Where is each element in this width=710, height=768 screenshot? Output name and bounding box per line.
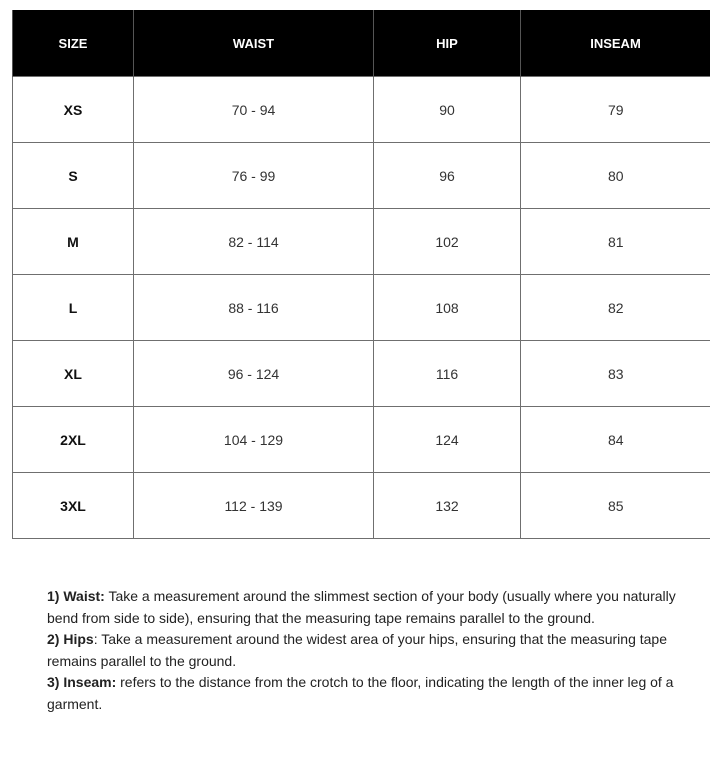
header-inseam: INSEAM (521, 10, 710, 77)
hip-cell: 90 (374, 77, 521, 143)
hip-cell: 96 (374, 143, 521, 209)
size-cell: 2XL (13, 407, 134, 473)
header-waist: WAIST (134, 10, 374, 77)
hip-cell: 102 (374, 209, 521, 275)
size-cell: L (13, 275, 134, 341)
header-size: SIZE (13, 10, 134, 77)
waist-cell: 76 - 99 (134, 143, 374, 209)
hip-cell: 132 (374, 473, 521, 539)
size-cell: M (13, 209, 134, 275)
hip-cell: 108 (374, 275, 521, 341)
note-label: 2) Hips (47, 631, 94, 647)
note-text: Take a measurement around the slimmest section of your body (usually where you naturally bend from side to side), ensuring that the measuring tape remains parallel to the ground. (47, 588, 676, 626)
inseam-cell: 81 (521, 209, 710, 275)
table-row (13, 341, 710, 407)
inseam-cell: 85 (521, 473, 710, 539)
table-row (13, 407, 710, 473)
size-cell: 3XL (13, 473, 134, 539)
note-waist (47, 586, 699, 629)
inseam-cell: 79 (521, 77, 710, 143)
inseam-cell: 83 (521, 341, 710, 407)
hip-cell: 116 (374, 341, 521, 407)
table-row (13, 275, 710, 341)
size-cell: S (13, 143, 134, 209)
header-hip: HIP (374, 10, 521, 77)
size-cell: XL (13, 341, 134, 407)
waist-cell: 112 - 139 (134, 473, 374, 539)
inseam-cell: 84 (521, 407, 710, 473)
note-label: 3) Inseam: (47, 674, 117, 690)
note-inseam (47, 672, 699, 715)
note-label: 1) Waist: (47, 588, 105, 604)
table-row (13, 77, 710, 143)
table-row (13, 209, 710, 275)
table-row (13, 473, 710, 539)
inseam-cell: 82 (521, 275, 710, 341)
waist-cell: 104 - 129 (134, 407, 374, 473)
waist-cell: 96 - 124 (134, 341, 374, 407)
waist-cell: 70 - 94 (134, 77, 374, 143)
table-header-row (13, 10, 710, 77)
waist-cell: 88 - 116 (134, 275, 374, 341)
table-row (13, 143, 710, 209)
size-cell: XS (13, 77, 134, 143)
hip-cell: 124 (374, 407, 521, 473)
size-chart-table (12, 10, 710, 539)
inseam-cell: 80 (521, 143, 710, 209)
measurement-notes (47, 586, 699, 715)
note-text: refers to the distance from the crotch to the floor, indicating the length of the inner leg of a garment. (47, 674, 674, 712)
note-text: : Take a measurement around the widest area of your hips, ensuring that the measuring tape remains parallel to the ground. (47, 631, 667, 669)
waist-cell: 82 - 114 (134, 209, 374, 275)
note-hips (47, 629, 699, 672)
